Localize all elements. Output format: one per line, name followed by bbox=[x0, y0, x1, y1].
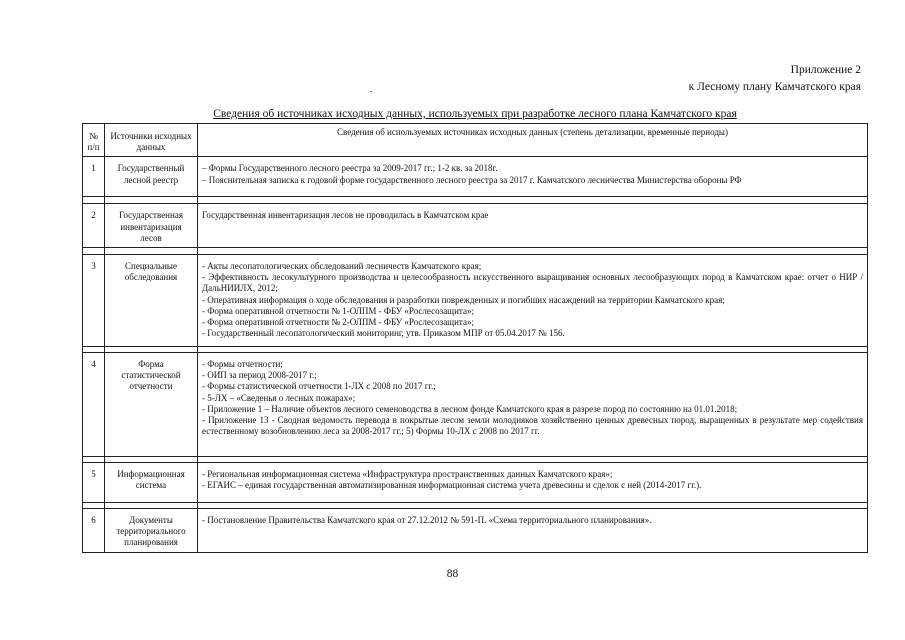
sources-table bbox=[82, 123, 868, 553]
detail-line: - 5-ЛХ – «Сведенья о лесных пожарах»; bbox=[202, 392, 356, 403]
row-details bbox=[198, 463, 868, 503]
row-source: Государственный лесной реестр bbox=[105, 157, 198, 197]
header-details: Сведения об используемых источниках исходных данных (степень детализации, временные периоды) bbox=[198, 124, 868, 157]
detail-line: - ЕГАИС – единая государственная автоматизированная информационная система учета древесины и сделок с ней (2014-2017 гг.). bbox=[202, 480, 702, 491]
row-spacer bbox=[83, 197, 868, 204]
row-details bbox=[198, 157, 868, 197]
row-details bbox=[198, 255, 868, 347]
detail-line: Государственная инвентаризация лесов не проводилась в Камчатском крае bbox=[202, 210, 489, 221]
page-number: 88 bbox=[446, 568, 459, 580]
table-row bbox=[83, 353, 868, 457]
detail-line: - ОИП за период 2008-2017 г.; bbox=[202, 370, 317, 381]
detail-line: - Форма оперативной отчетности № 2-ОЛПМ - ФБУ «Рослесозащита»; bbox=[202, 317, 474, 328]
row-number: 5 bbox=[83, 463, 105, 503]
detail-line: - Государственный лесопатологический мониторинг, утв. Приказом МПР от 05.04.2017 № 156. bbox=[202, 328, 565, 339]
table-header-row bbox=[83, 124, 868, 157]
row-source: Документы территориального планирования bbox=[105, 509, 198, 553]
spacer-cell bbox=[83, 248, 105, 255]
detail-line: - Постановление Правительства Камчатского края от 27.12.2012 № 591-П. «Схема территориального планирования». bbox=[202, 515, 652, 526]
row-number: 3 bbox=[83, 255, 105, 347]
header-num: № п/п bbox=[83, 124, 105, 157]
detail-line: - Форма оперативной отчетности № 1-ОЛПМ - ФБУ «Рослесозащита»; bbox=[202, 305, 474, 316]
detail-line: – Формы Государственного лесного реестра за 2009-2017 гг.; 1-2 кв. за 2018г. bbox=[202, 163, 498, 174]
detail-line: - Акты лесопатологических обследований лесничеств Камчатского края; bbox=[202, 261, 482, 272]
table-row bbox=[83, 255, 868, 347]
row-source: Информационная система bbox=[105, 463, 198, 503]
row-number: 6 bbox=[83, 509, 105, 553]
table-row bbox=[83, 509, 868, 553]
row-source: Государственная инвентаризация лесов bbox=[105, 204, 198, 248]
detail-line: - Приложение 13 - Сводная ведомость перевода в покрытые лесом земли молодняков хозяйственно ценных древесных пород, выращенных в результате мер содействия естественному возобновлению леса за 2008-2017 гг.; 5) Формы 10-ЛХ с 2008 по 2017 гг. bbox=[202, 415, 863, 437]
row-details bbox=[198, 204, 868, 248]
appendix-line-1: Приложение 2 bbox=[790, 64, 861, 76]
detail-line: - Приложение 1 – Наличие объектов лесного семеноводства в лесном фонде Камчатского края в разрезе пород по состоянию на 01.01.2018; bbox=[202, 403, 738, 414]
appendix-line-2: к Лесному плану Камчатского края bbox=[688, 81, 861, 93]
spacer-cell bbox=[83, 197, 105, 204]
spacer-cell bbox=[198, 197, 868, 204]
table-row bbox=[83, 204, 868, 248]
row-details bbox=[198, 353, 868, 457]
row-spacer bbox=[83, 248, 868, 255]
detail-line: - Формы отчетности; bbox=[202, 359, 283, 370]
table-body bbox=[83, 157, 868, 552]
detail-line: - Формы статистической отчетности 1-ЛХ с 2008 по 2017 гг.; bbox=[202, 381, 436, 392]
spacer-cell bbox=[105, 248, 198, 255]
spacer-cell bbox=[198, 248, 868, 255]
spacer-cell bbox=[105, 197, 198, 204]
row-details bbox=[198, 509, 868, 553]
document-title: Сведения об источниках исходных данных, используемых при разработке лесного плана Камчатского края bbox=[213, 108, 737, 120]
header-source: Источники исходных данных bbox=[105, 124, 198, 157]
table-row bbox=[83, 463, 868, 503]
table-row bbox=[83, 157, 868, 197]
detail-line: - Оперативная информация о ходе обследования и разработки поврежденных и погибших насаждений на территории Камчатского края; bbox=[202, 294, 725, 305]
row-source: Форма статистической отчетности bbox=[105, 353, 198, 457]
appendix-header bbox=[689, 62, 861, 96]
row-number: 4 bbox=[83, 353, 105, 457]
row-number: 2 bbox=[83, 204, 105, 248]
scan-speck bbox=[370, 91, 372, 92]
row-source: Специальные обследования bbox=[105, 255, 198, 347]
row-number: 1 bbox=[83, 157, 105, 197]
detail-line: – Пояснительная записка к годовой форме государственного лесного реестра за 2017 г. Камчатского лесничества Министерства обороны РФ bbox=[202, 174, 742, 185]
detail-line: - Эффективность лесокультурного производства и целесообразность искусственного выращивания основных лесообразующих пород в Камчатском крае: отчет о НИР / ДальНИИЛХ, 2012; bbox=[202, 272, 863, 294]
detail-line: - Региональная информационная система «Инфраструктура пространственных данных Камчатского края»; bbox=[202, 469, 613, 480]
